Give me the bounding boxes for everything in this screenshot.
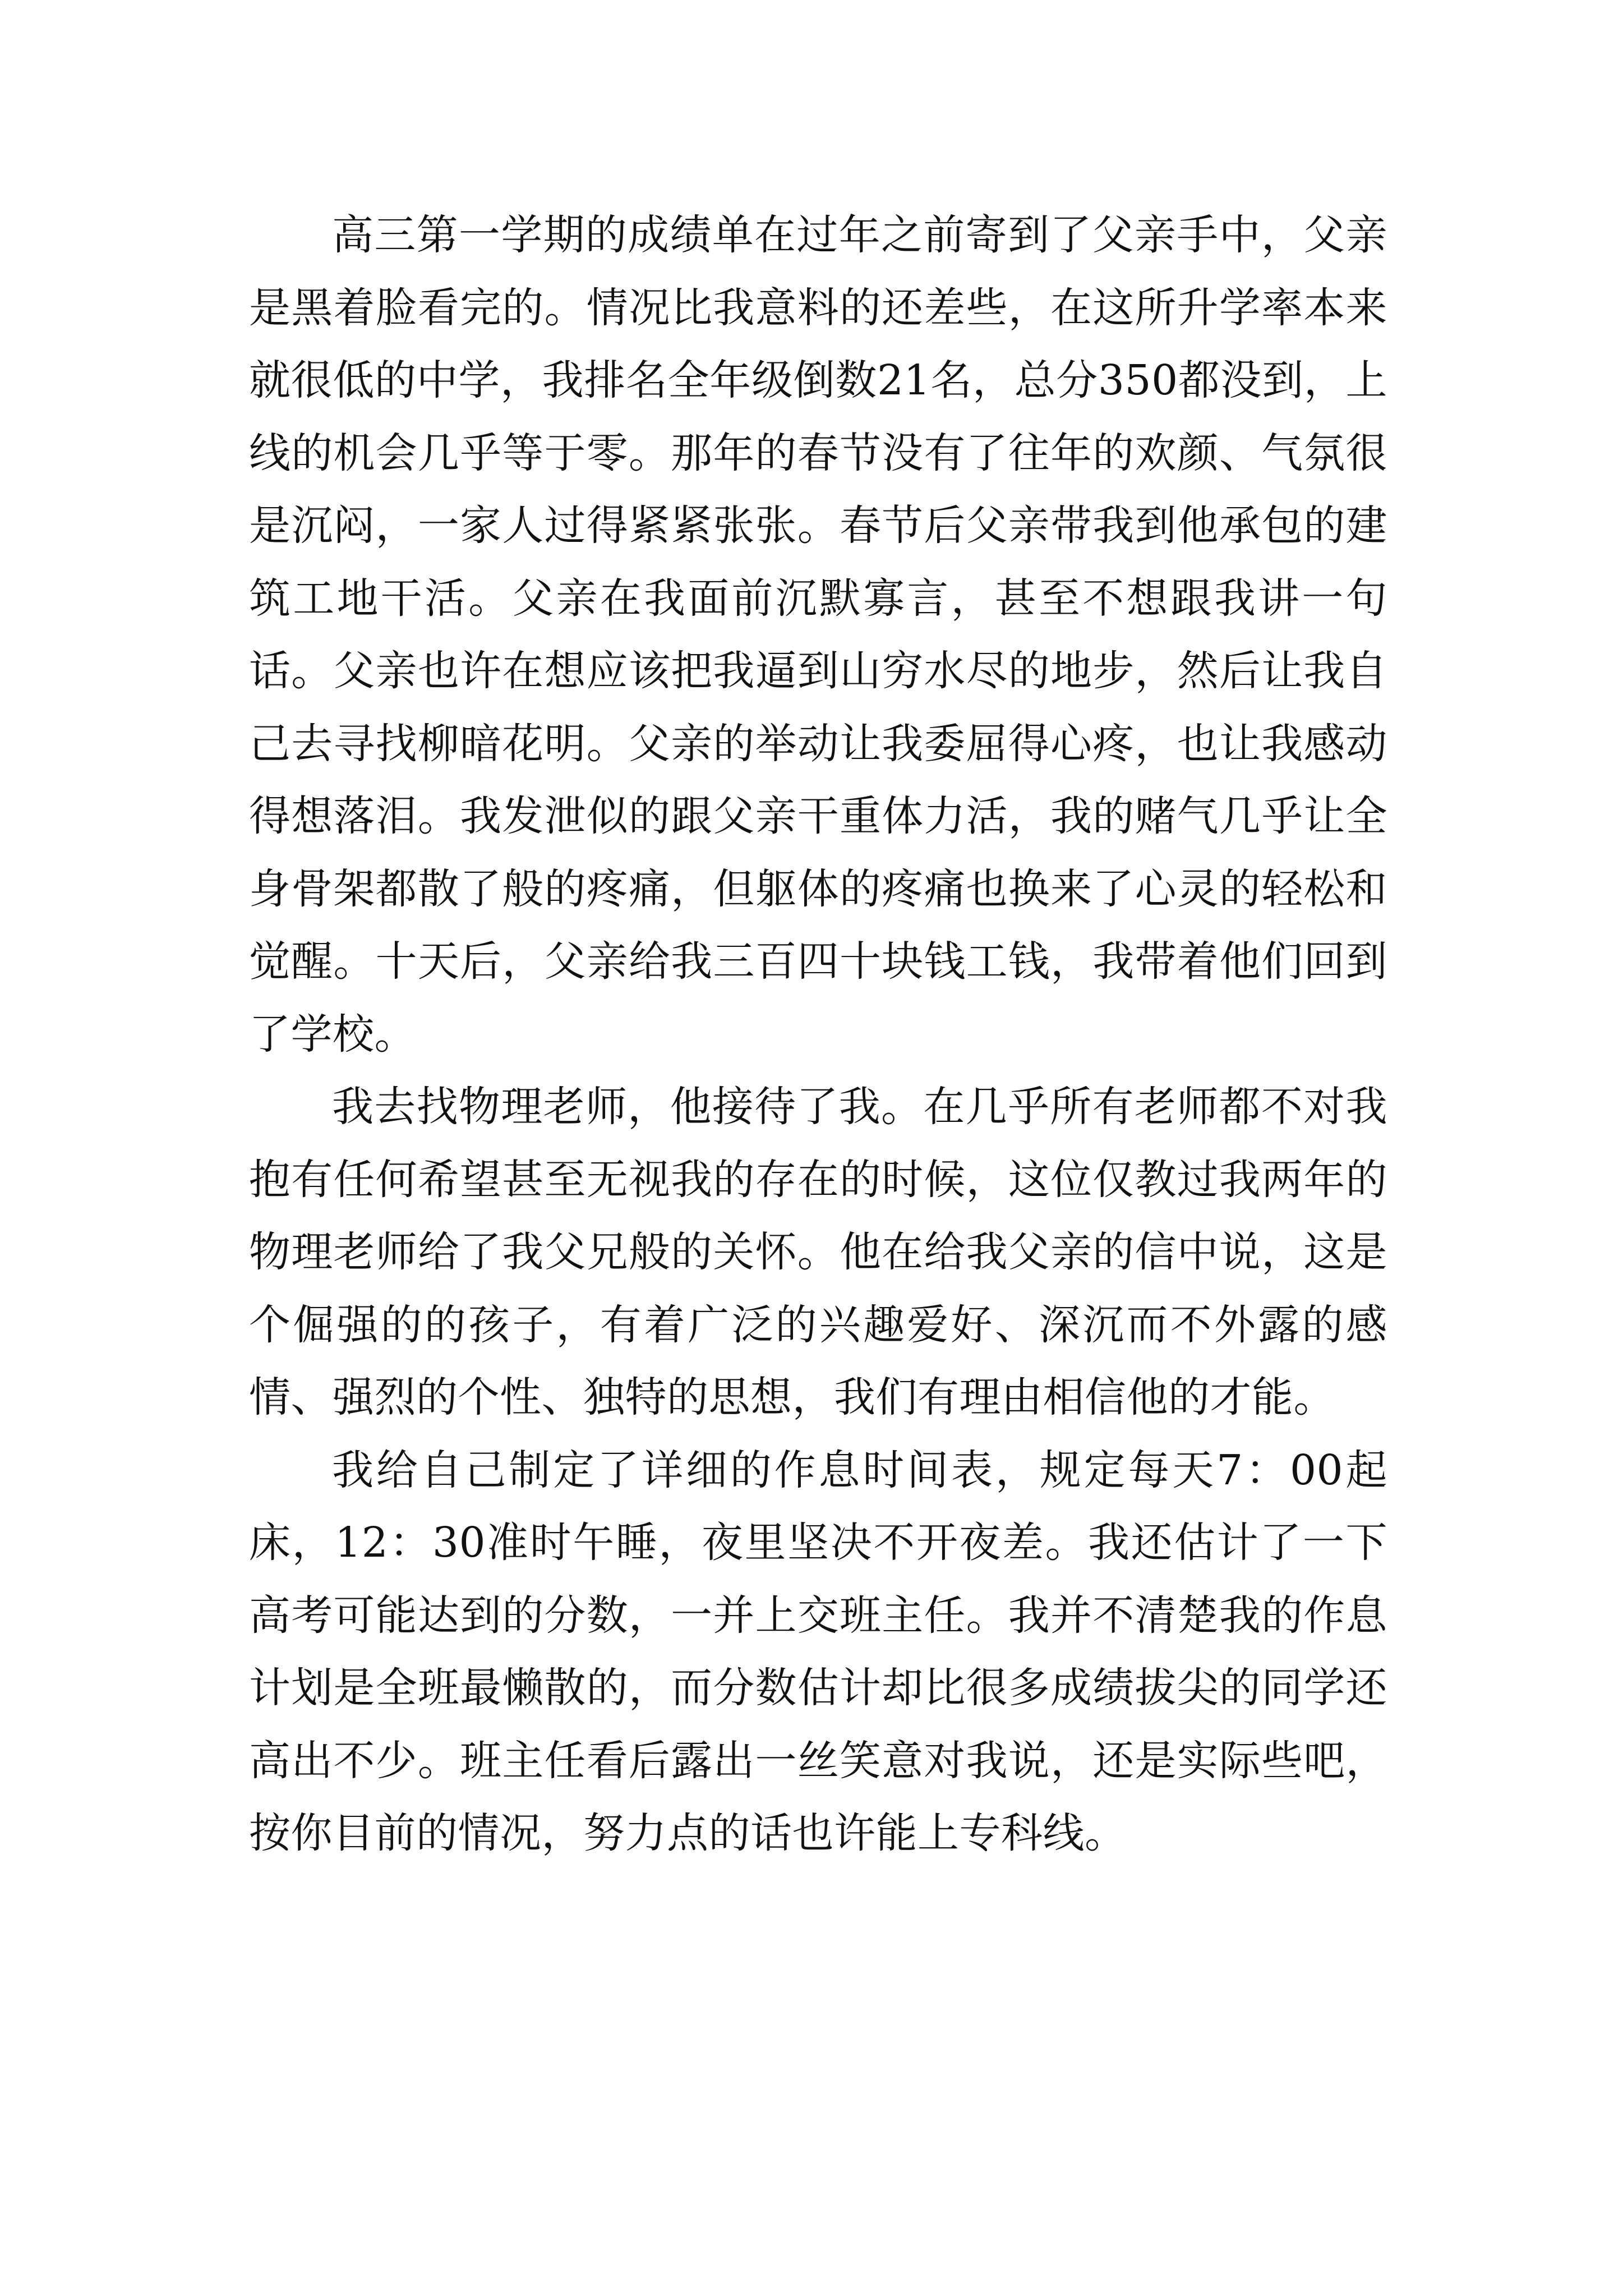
paragraph-2: 我去找物理老师，他接待了我。在几乎所有老师都不对我抱有任何希望甚至无视我的存在的时候，这位仅教过我两年的物理老师给了我父兄般的关怀。他在给我父亲的信中说，这是个倔强的的孩子，有着广泛的兴趣爱好、深沉而不外露的感情、强烈的个性、独特的思想，我们有理由相信他的才能。 xyxy=(249,1083,1387,1421)
paragraph-1: 高三第一学期的成绩单在过年之前寄到了父亲手中，父亲是黑着脸看完的。情况比我意料的还差些，在这所升学率本来就很低的中学，我排名全年级倒数21名，总分350都没到，上线的机会几乎等于零。那年的春节没有了往年的欢颜、气氛很是沉闷，一家人过得紧紧张张。春节后父亲带我到他承包的建筑工地干活。父亲在我面前沉默寡言，甚至不想跟我讲一句话。父亲也许在想应该把我逼到山穷水尽的地步，然后让我自己去寻找柳暗花明。父亲的举动让我委屈得心疼，也让我感动得想落泪。我发泄似的跟父亲干重体力活，我的赌气几乎让全身骨架都散了般的疼痛，但躯体的疼痛也换来了心灵的轻松和觉醒。十天后，父亲给我三百四十块钱工钱，我带着他们回到了学校。 xyxy=(249,211,1387,1059)
paragraph-3: 我给自己制定了详细的作息时间表，规定每天7：00起床，12：30准时午睡，夜里坚决不开夜差。我还估计了一下高考可能达到的分数，一并上交班主任。我并不清楚我的作息计划是全班最懒散的，而分数估计却比很多成绩拔尖的同学还高出不少。班主任看后露出一丝笑意对我说，还是实际些吧，按你目前的情况，努力点的话也许能上专科线。 xyxy=(249,1446,1387,1857)
body-text xyxy=(249,199,1387,1870)
